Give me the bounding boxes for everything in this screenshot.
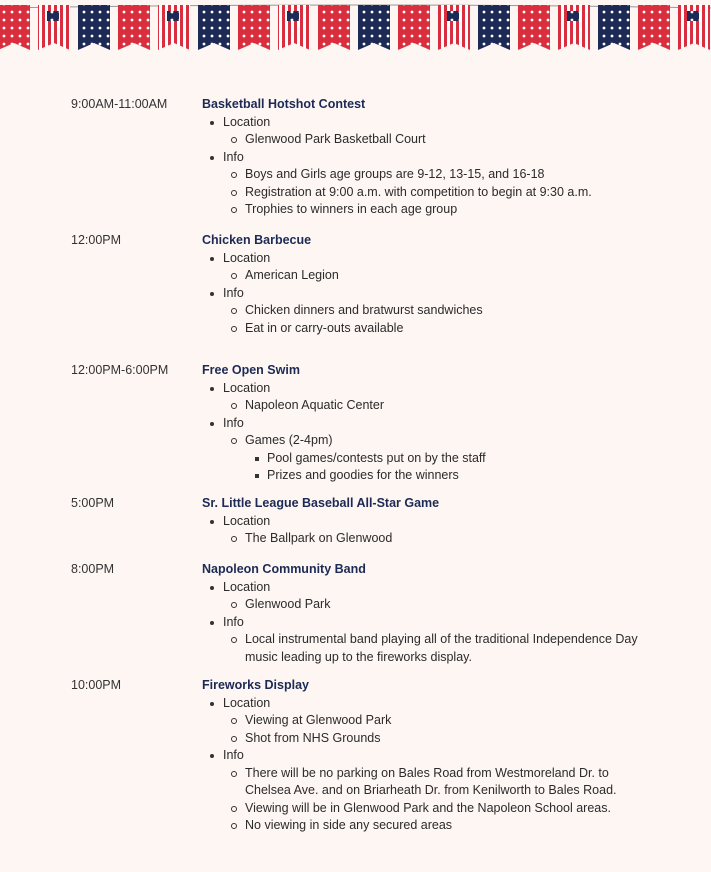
event-fireworks <box>0 677 711 835</box>
info-value: Eat in or carry-outs available <box>223 320 711 338</box>
flag-canton <box>567 11 579 21</box>
location-label: Location <box>223 114 271 129</box>
location-label: Location <box>223 513 271 528</box>
event-details <box>202 495 711 548</box>
bunting-flag <box>598 5 630 50</box>
flag-canton <box>167 11 179 21</box>
location-value: The Ballpark on Glenwood <box>223 530 711 548</box>
location-value: Viewing at Glenwood Park <box>223 712 711 730</box>
event-title: Fireworks Display <box>202 678 309 692</box>
info-item <box>202 747 711 835</box>
event-time: 10:00PM <box>71 678 122 692</box>
location-item <box>202 579 711 614</box>
event-title: Free Open Swim <box>202 363 300 377</box>
bunting-flag <box>478 5 510 50</box>
bunting-flag <box>638 5 670 50</box>
location-item <box>202 695 711 748</box>
info-label: Info <box>223 285 244 300</box>
flag-canton <box>447 11 459 21</box>
info-value: No viewing in side any secured areas <box>223 817 711 835</box>
event-baseball <box>0 495 711 561</box>
info-value <box>223 432 711 485</box>
info-item <box>202 285 711 338</box>
location-item <box>202 250 711 285</box>
location-value: Napoleon Aquatic Center <box>223 397 711 415</box>
location-label: Location <box>223 695 271 710</box>
bunting-flag <box>198 5 230 50</box>
info-value: Viewing will be in Glenwood Park and the Napoleon School areas. <box>223 800 711 818</box>
flag-canton <box>47 11 59 21</box>
info-item <box>202 149 711 219</box>
info-label: Info <box>223 614 244 629</box>
info-value: Registration at 9:00 a.m. with competition to begin at 9:30 a.m. <box>223 184 711 202</box>
info-label: Info <box>223 149 244 164</box>
event-time: 5:00PM <box>71 496 115 510</box>
info-item <box>202 415 711 485</box>
location-value: American Legion <box>223 267 711 285</box>
event-schedule <box>0 96 711 835</box>
event-details <box>202 362 711 485</box>
event-time: 12:00PM-6:00PM <box>71 363 169 377</box>
location-label: Location <box>223 250 271 265</box>
bunting-flag <box>0 5 30 50</box>
info-value: Boys and Girls age groups are 9-12, 13-15, and 16-18 <box>223 166 711 184</box>
event-barbecue <box>0 232 711 362</box>
location-value: Shot from NHS Grounds <box>223 730 711 748</box>
sub-info-value: Prizes and goodies for the winners <box>245 467 711 485</box>
info-value: Trophies to winners in each age group <box>223 201 711 219</box>
event-detail-list <box>202 380 711 485</box>
event-title: Chicken Barbecue <box>202 233 312 247</box>
event-detail-list <box>202 579 711 667</box>
location-item <box>202 513 711 548</box>
bunting-flag <box>358 5 390 50</box>
info-value: There will be no parking on Bales Road from Westmoreland Dr. to Chelsea Ave. and on Briarheath Dr. from Kenilworth to Bales Road. <box>223 765 640 800</box>
location-label: Location <box>223 380 271 395</box>
sub-info-value: Pool games/contests put on by the staff <box>245 450 711 468</box>
info-label: Info <box>223 748 244 762</box>
info-item <box>202 614 711 667</box>
event-community-band <box>0 561 711 677</box>
bunting-flag <box>78 5 110 50</box>
event-details <box>202 561 711 666</box>
event-title: Sr. Little League Baseball All-Star Game <box>202 496 440 510</box>
event-detail-list <box>202 114 711 219</box>
location-item <box>202 380 711 415</box>
location-label: Location <box>223 579 271 594</box>
bunting-flag <box>118 5 150 50</box>
event-detail-list <box>202 250 711 338</box>
event-title: Napoleon Community Band <box>202 562 366 576</box>
event-detail-list <box>202 513 711 548</box>
bunting-flag <box>318 5 350 50</box>
location-value: Glenwood Park <box>223 596 711 614</box>
event-time: 12:00PM <box>71 233 122 247</box>
bunting-flag <box>238 5 270 50</box>
event-details <box>202 96 711 219</box>
event-title: Basketball Hotshot Contest <box>202 97 366 111</box>
bunting-flag <box>398 5 430 50</box>
event-details <box>202 232 711 337</box>
event-open-swim <box>0 362 711 495</box>
event-basketball <box>0 96 711 232</box>
location-item <box>202 114 711 149</box>
info-value: Chicken dinners and bratwurst sandwiches <box>223 302 711 320</box>
bunting-flag <box>518 5 550 50</box>
flag-canton <box>287 11 299 21</box>
info-text: Games (2-4pm) <box>245 433 333 447</box>
info-label: Info <box>223 415 244 430</box>
event-time: 8:00PM <box>71 562 115 576</box>
flag-canton <box>687 11 699 21</box>
event-detail-list <box>202 695 711 835</box>
info-value: Local instrumental band playing all of the traditional Independence Day music leading up to the fireworks display. <box>223 631 640 666</box>
location-value: Glenwood Park Basketball Court <box>223 131 711 149</box>
patriotic-bunting-banner <box>0 0 711 60</box>
event-details <box>202 677 711 835</box>
event-time: 9:00AM-11:00AM <box>71 97 168 111</box>
